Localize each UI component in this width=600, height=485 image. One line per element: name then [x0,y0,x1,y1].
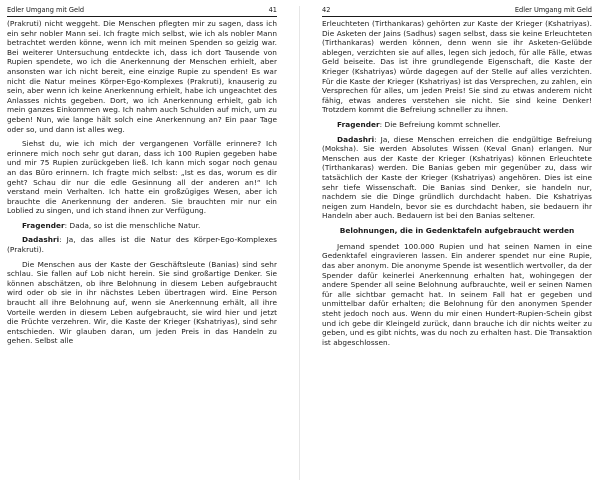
page-gutter [299,6,300,480]
paragraph-text: Ja, das alles ist die Natur des Körper-Ego-Komplexes (Prakruti). [7,235,277,255]
paragraph-text: Die Menschen aus der Kaste der Geschäftsleute (Banias) sind sehr schlau. Sie fallen auf Lob nicht herein. Sie sind großartige Denker. Sie können abschätzen, ob ihre Belohnung in diesem Leben aufgebraucht wird oder ob sie in ihr nächstes Leben übertragen wird. Eine Person braucht all ihre Belohnung auf, wenn sie Anerkennung erhält, all ihre Vorteile werden in diesem Leben aufgebraucht, sie wird hier und jetzt die Früchte verzehren. Wir, die Kaste der Krieger (Kshatriyas), sind sehr entschieden. Wir glauben daran, um jeden Preis in das Handeln zu gehen. Selbst alle [7,259,277,346]
left-page [7,4,277,482]
right-header-rule [322,16,592,17]
speaker-name: Fragender [22,220,65,230]
paragraph-text: Die Befreiung kommt schneller. [384,119,501,129]
right-header-title: Edler Umgang mit Geld [514,6,592,14]
right-running-head [322,4,592,16]
paragraph [7,139,277,216]
dialogue-paragraph: Fragender: Dada, so ist die menschliche Natur. [22,220,201,230]
paragraph [7,19,277,134]
left-header-rule [7,16,277,17]
left-page-number: 41 [268,6,277,14]
left-running-head [7,4,277,16]
right-page [322,4,592,482]
dialogue-paragraph: Dadashri: Ja, diese Menschen erreichen die endgültige Befreiung (Moksha). Sie werden Absolutes Wissen (Keval Gnan) erlangen. Nur Menschen aus der Kaste der Krieger (Kshatriyas) können Erleuchtete (Tirthankaras) werden. Die Banias geben mir gegenüber zu, dass wir tatsächlich der Kaste der Krieger (Kshatriyas) angehören. Dies ist eine sehr tiefe Wissenschaft. Die Banias sind Denker, sie handeln nur, nachdem sie die Dinge gründlich durchdacht haben. Die Kshatriyas neigen zum Handeln, bevor sie es durchdacht haben, sie bedauern ihr Handeln aber auch. Bedauern ist bei den Banias seltener. [322,134,592,221]
paragraph-text: (Prakruti) nicht weggeht. Die Menschen pflegten mir zu sagen, dass ich ein sehr nobler Mann sei. Ich fragte mich selbst, wie ich als nobler Mann betrachtet werden könne, wenn ich mit meinen Spenden so geizig war. Bei weiterer Untersuchung entdeckte ich, dass ich dort Tausende von Rupien spendete, wo ich die Anerkennung der Menschen erhielt, aber ansonsten war ich nicht bereit, eine einzige Rupie zu spenden! Es war nicht die Natur meines Körper-Ego-Komplexes (Prakruti), knauserig zu sein, aber wenn ich keine Anerkennung erhielt, habe ich ungeachtet des Anlasses nichts gegeben. Dort, wo ich Anerkennung erhielt, gab ich mein ganzes Einkommen weg. Ich nahm auch Schulden auf mich, um zu geben! Nun, wie lange hält solch eine Anerkennung an? Ein paar Tage oder so, und dann ist alles weg. [7,19,277,134]
speaker-name: Fragender [337,119,380,129]
paragraph-text: Jemand spendet 100.000 Rupien und hat seinen Namen in eine Gedenktafel eingravieren lassen. Ein anderer spendet nur eine Rupie, das aber anonym. Die anonyme Spende ist wesentlich wertvoller, da der Spender dafür keinerlei Anerkennung erhalten hat, wohingegen der andere Spender all seine Belohnung aufbrauchte, weil er seinen Namen für alle sichtbar gemacht hat. In seinem Fall hat er gegeben und unmittelbar dafür erhalten; die Belohnung für den anonymen Spender steht jedoch noch aus. Wenn du mir einen Hundert-Rupien-Schein gibst und ich gebe dir Kleingeld zurück, dann brauche ich dir nichts weiter zu geben, und es gibt nichts, was du noch zu erhalten hast. Die Transaktion ist abgeschlossen. [322,241,592,347]
paragraph [322,19,592,115]
paragraph-text: Dada, so ist die menschliche Natur. [69,220,201,230]
left-header-title: Edler Umgang mit Geld [7,6,85,14]
speaker-name: Dadashri [22,235,60,245]
right-page-text [322,19,592,347]
right-page-number: 42 [322,6,331,14]
dialogue-paragraph: Fragender: Die Befreiung kommt schneller. [337,119,501,129]
paragraph [322,242,592,348]
paragraph-text: Siehst du, wie ich mich der vergangenen Vorfälle erinnere? Ich erinnere mich noch sehr gut daran, dass ich 100 Rupien gegeben habe und mir 75 Rupien zurückgeben ließ. Ich kann mich sogar noch genau an das Büro erinnern. Ich fragte mich selbst: „Ist es das, worum es dir geht? Schau dir nur die edle Gesinnung all der anderen an!“ Ich verstand mein Verhalten. Ich hatte ein großzügiges Wesen, aber ich brauchte die Anerkennung der anderen. Sie brauchten mir nur ein Loblied zu singen, und ich stand ihnen zur Verfügung. [7,139,277,216]
paragraph-text: Erleuchteten (Tirthankaras) gehörten zur Kaste der Krieger (Kshatriyas). Die Asketen der Jains (Sadhus) sagen selbst, dass sie keine Erleuchteten (Tirthankaras) werden können, denn wenn sie ihr Asketen-Gelübde ablegen, verzichten sie auf alles, legen sich jedoch, für alle Fälle, etwas Geld beiseite. Das ist ihre grundlegende Eigenschaft, die Kaste der Krieger (Kshatriyas) würde dagegen auf der Stelle auf alles verzichten. Für die Kaste der Krieger (Kshatriyas) ist das Versprechen, zu zahlen, ein Versprechen für alles, um jeden Preis! Sie sind zu etwas anderem nicht fähig, etwas anderes verstehen sie nicht. Sie sind keine Denker! Trotzdem kommt die Befreiung schneller zu ihnen. [322,19,592,115]
section-heading: Belohnungen, die in Gedenktafeln aufgebraucht werden [339,225,575,235]
left-page-text [7,19,277,346]
speaker-name: Dadashri [337,134,375,144]
paragraph-text: Ja, diese Menschen erreichen die endgültige Befreiung (Moksha). Sie werden Absolutes Wissen (Keval Gnan) erlangen. Nur Menschen aus der Kaste der Krieger (Kshatriyas) können Erleuchtete (Tirthankaras) werden. Die Banias geben mir gegenüber zu, dass wir tatsächlich der Kaste der Krieger (Kshatriyas) angehören. Dies ist eine sehr tiefe Wissenschaft. Die Banias sind Denker, sie handeln nur, nachdem sie die Dinge gründlich durchdacht haben. Die Kshatriyas neigen zum Handeln, bevor sie es durchdacht haben, sie bedauern ihr Handeln aber auch. Bedauern ist bei den Banias seltener. [322,134,592,221]
dialogue-paragraph: Dadashri: Ja, das alles ist die Natur des Körper-Ego-Komplexes (Prakruti). [7,235,277,255]
paragraph [7,260,277,346]
